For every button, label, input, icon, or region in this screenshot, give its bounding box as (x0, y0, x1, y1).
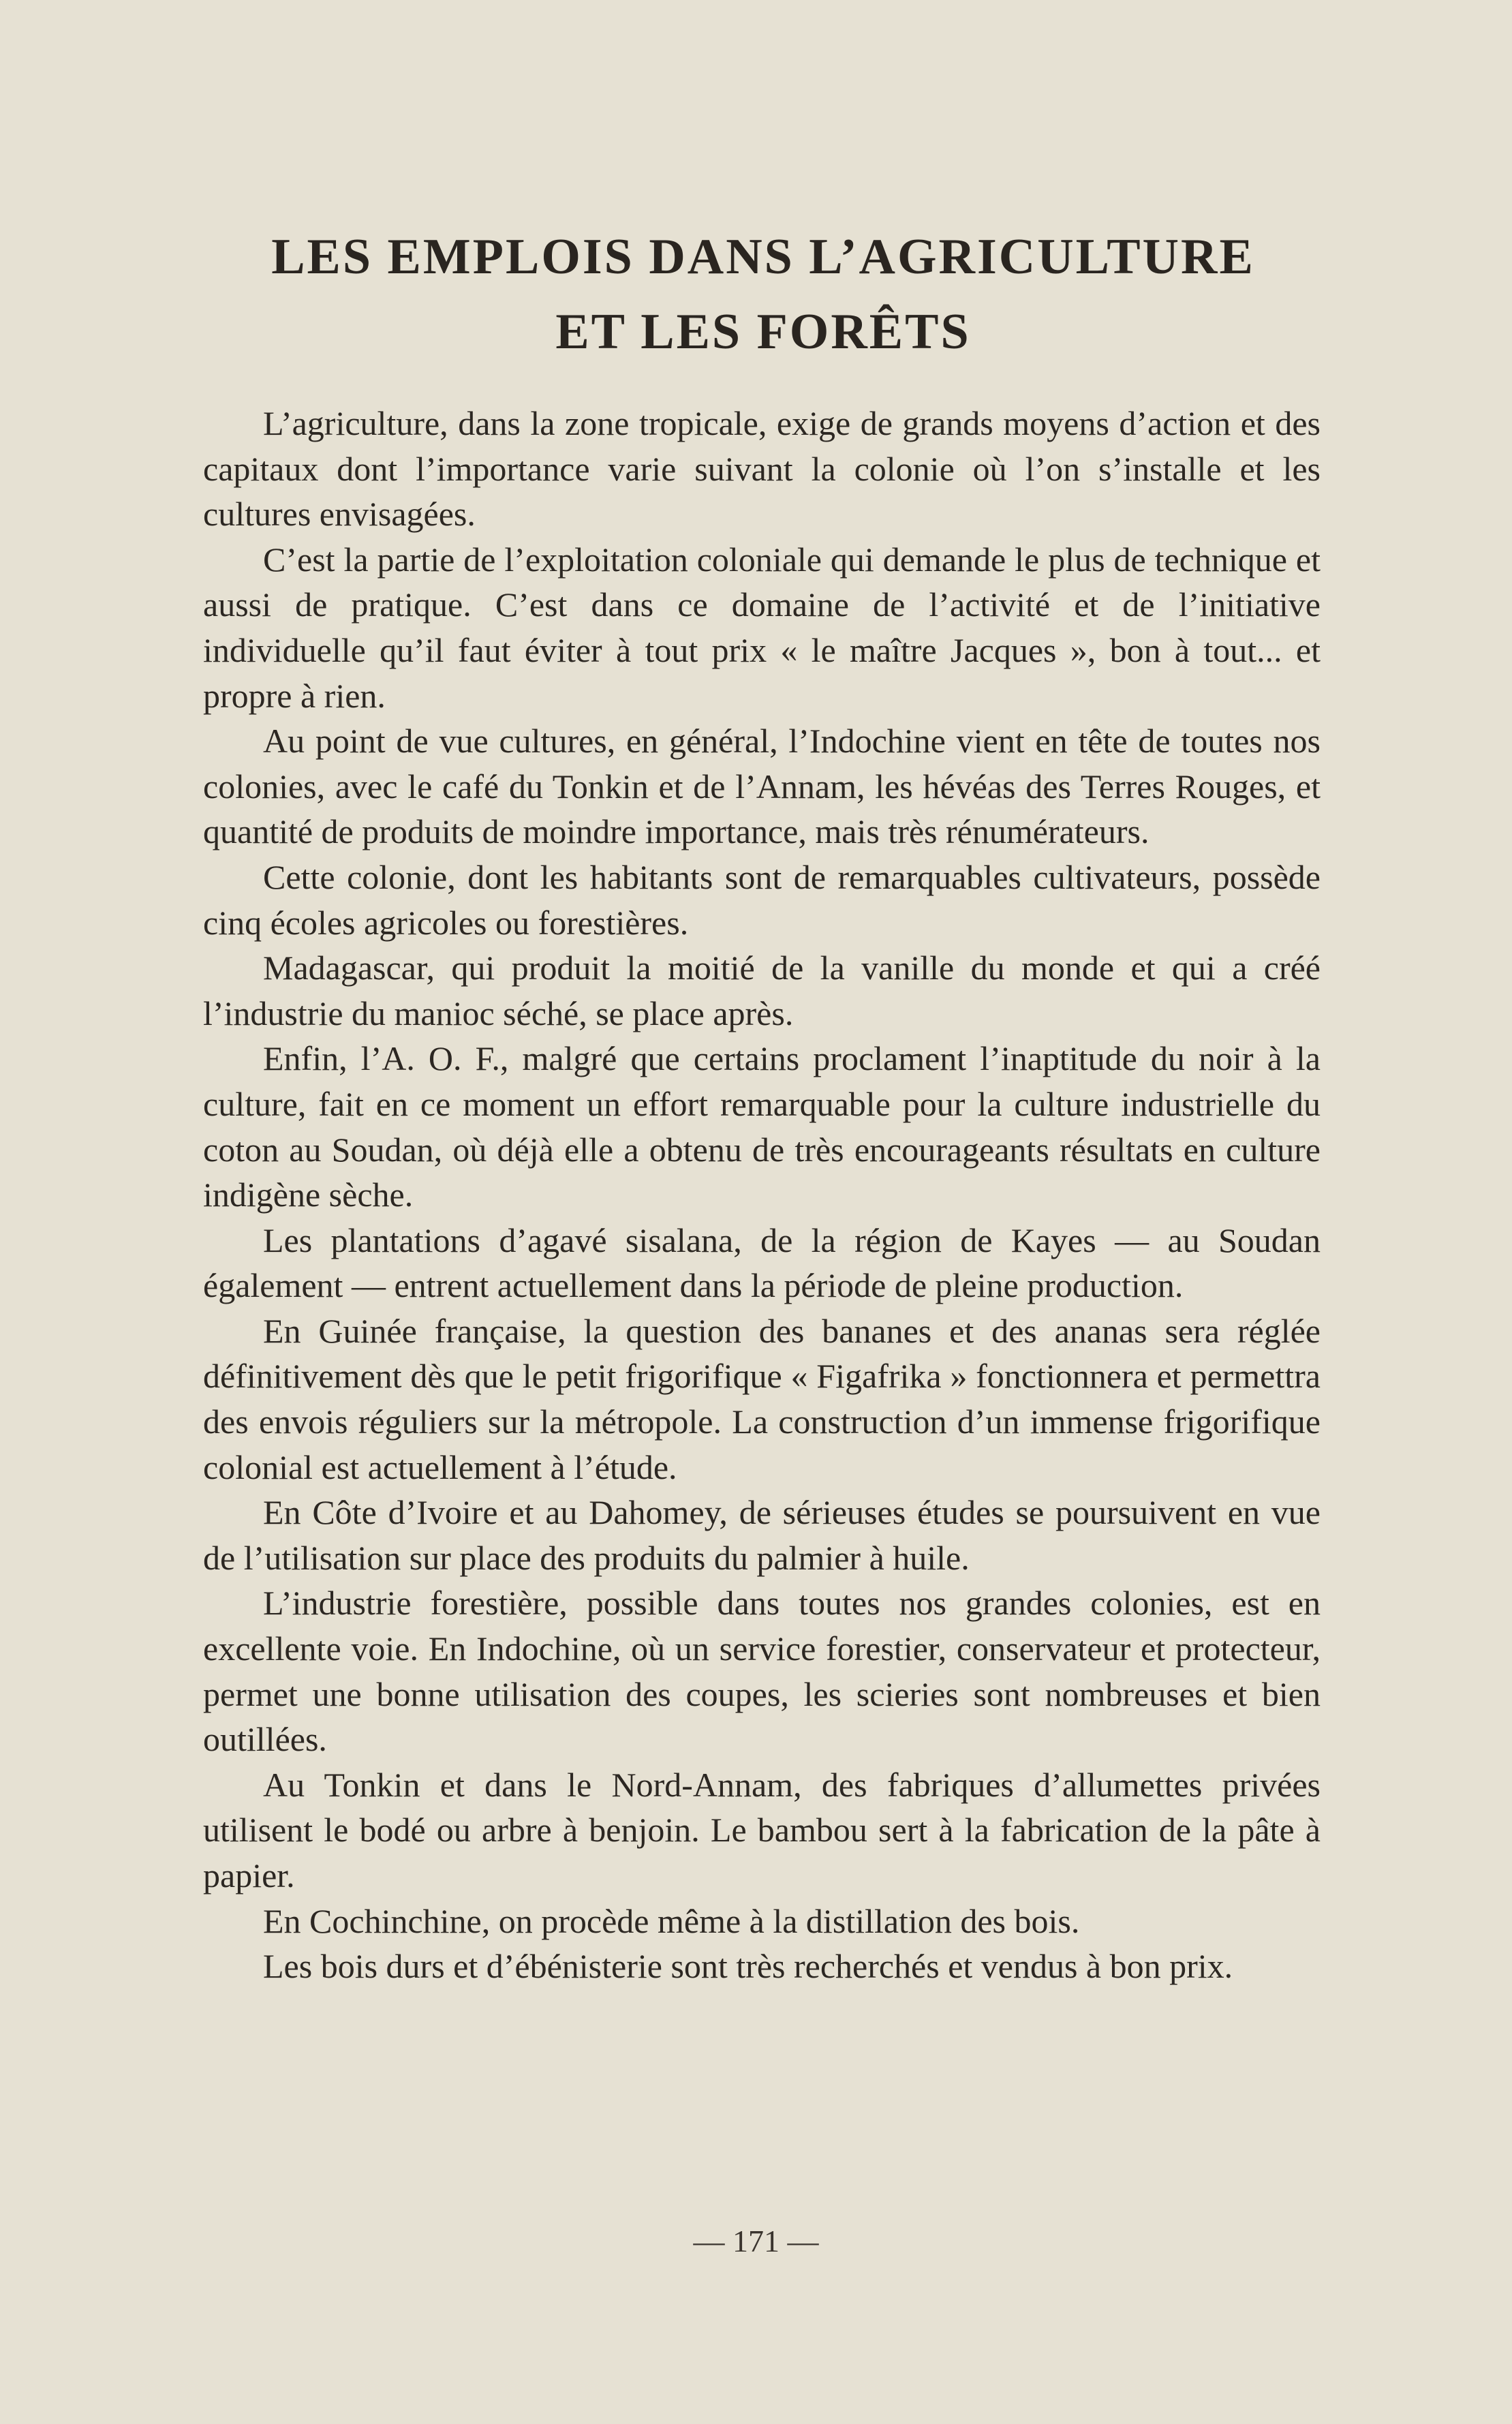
paragraph-cochinchine: En Cochinchine, on procède même à la distillation des bois. (263, 1901, 1080, 1940)
paragraph-madagascar: Madagascar, qui produit la moitié de la vanille du monde et qui a créé l’industrie du manioc séché, se place après. (203, 949, 1321, 1032)
paragraph-bois-durs: Les bois durs et d’ébénisterie sont très recherchés et vendus à bon prix. (263, 1947, 1233, 1986)
chapter-title (170, 219, 1356, 369)
chapter-title-line-2: ET LES FORÊTS (555, 304, 971, 360)
paragraph-ecoles: Cette colonie, dont les habitants sont de remarquables cultivateurs, possède cinq écoles agricoles ou forestières. (203, 857, 1321, 942)
page-number: — 171 — (693, 2224, 819, 2258)
paragraph-industrie-forestiere: L’industrie forestière, possible dans toutes nos grandes colonies, est en excellente voie. En Indochine, où un service forestier, conservateur et protecteur, permet une bonne utilisation des coupes, les scieries sont nombreuses et bien outillées. (203, 1584, 1321, 1759)
chapter-title-line-1: LES EMPLOIS DANS L’AGRICULTURE (271, 229, 1255, 285)
paragraph-tonkin: Au Tonkin et dans le Nord-Annam, des fabriques d’allumettes privées utilisent le bodé ou arbre à benjoin. Le bambou sert à la fabrication de la pâte à papier. (203, 1765, 1321, 1894)
paragraph-aof: Enfin, l’A. O. F., malgré que certains proclament l’inaptitude du noir à la culture, fait en ce moment un effort remarquable pour la culture industrielle du coton au Soudan, où déjà elle a obtenu de très encourageants résultats en culture indigène sèche. (203, 1039, 1321, 1214)
body-text (203, 401, 1321, 1989)
paragraph-guinee: En Guinée française, la question des bananes et des ananas sera réglée définitivement dès que le petit frigorifique « Figafrika » fonctionnera et permettra des envois réguliers sur la métropole. La construction d’un immense frigorifique colonial est actuellement à l’étude. (203, 1311, 1321, 1486)
paragraph-technique: C’est la partie de l’exploitation coloniale qui demande le plus de technique et aussi de pratique. C’est dans ce domaine de l’activité et de l’initiative individuelle qu’il faut éviter à tout prix « le maître Jacques », bon à tout... et propre à rien. (203, 540, 1321, 715)
paragraph-sisal: Les plantations d’agavé sisalana, de la région de Kayes — au Soudan également — entrent actuellement dans la période de pleine production. (203, 1221, 1321, 1305)
paragraph-cote-ivoire: En Côte d’Ivoire et au Dahomey, de sérieuses études se poursuivent en vue de l’utilisation sur place des produits du palmier à huile. (203, 1493, 1321, 1577)
paragraph-agriculture-intro: L’agriculture, dans la zone tropicale, exige de grands moyens d’action et des capitaux dont l’importance varie suivant la colonie où l’on s’installe et les cultures envisagées. (203, 404, 1321, 534)
paragraph-indochine: Au point de vue cultures, en général, l’Indochine vient en tête de toutes nos colonies, avec le café du Tonkin et de l’Annam, les hévéas des Terres Rouges, et quantité de produits de moindre importance, mais très rénumérateurs. (203, 722, 1321, 851)
